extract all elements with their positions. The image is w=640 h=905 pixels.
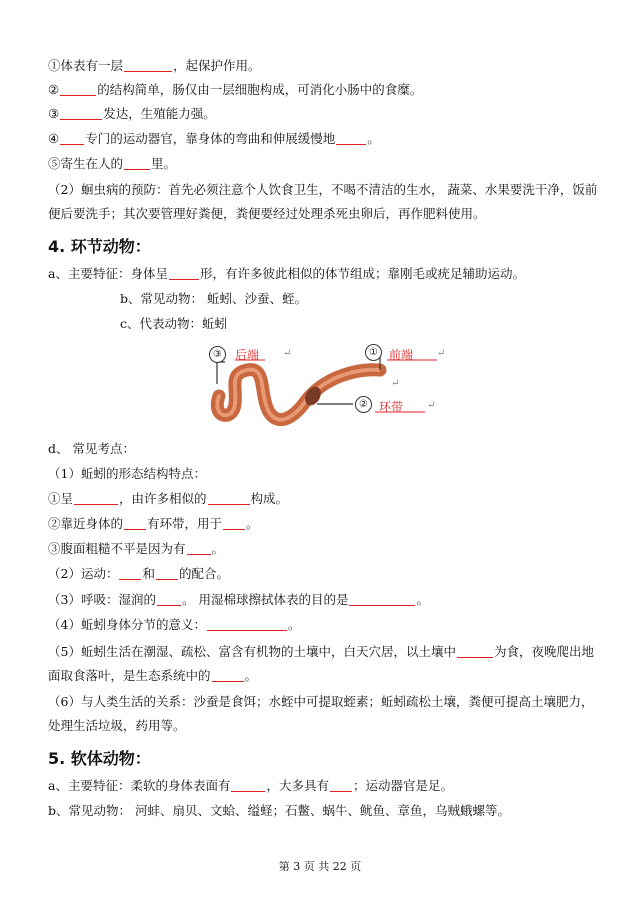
text: a、主要特征：柔软的身体表面有 bbox=[48, 778, 231, 793]
item-3 bbox=[48, 106, 600, 122]
blank bbox=[336, 132, 366, 145]
blank bbox=[349, 593, 415, 606]
blank bbox=[169, 267, 199, 280]
return-mark: ↵ bbox=[437, 348, 446, 359]
text: ③ bbox=[48, 106, 60, 121]
blank bbox=[330, 779, 352, 792]
text: 的配合。 bbox=[178, 566, 229, 581]
blank bbox=[187, 542, 211, 555]
annelid-representative: c、代表动物：蚯蚓 bbox=[120, 316, 228, 331]
text: 为食，夜晚爬出地面取食落叶，是生态系统中的 bbox=[48, 644, 594, 683]
blank bbox=[124, 59, 172, 72]
text: 发达，生殖能力强。 bbox=[103, 106, 216, 121]
text: 。 用湿棉球擦拭体表的目的是 bbox=[181, 592, 349, 607]
q6: （6）与人类生活的关系：沙蚕是食饵；水蛭中可提取蛭素；蚯蚓疏松土壤，粪便可提高土壤肥力，处理生活垃圾，药用等。 bbox=[48, 694, 594, 733]
return-mark: ↵ bbox=[427, 400, 436, 411]
blank bbox=[212, 669, 244, 682]
blank bbox=[223, 517, 245, 530]
item-5 bbox=[48, 156, 600, 172]
text: 和 bbox=[142, 566, 155, 581]
text: （3）呼吸：湿润的 bbox=[48, 592, 156, 607]
text: ；运动器官是足。 bbox=[352, 778, 453, 793]
q2 bbox=[48, 566, 600, 582]
q5 bbox=[48, 640, 600, 688]
text: 有环带，用于 bbox=[147, 516, 223, 531]
label-number-1: ① bbox=[365, 344, 382, 361]
blank bbox=[457, 645, 493, 658]
text: ，由许多相似的 bbox=[119, 491, 207, 506]
label-number-2: ② bbox=[355, 396, 372, 413]
text: ③腹面粗糙不平是因为有 bbox=[48, 541, 186, 556]
text: 。 bbox=[246, 516, 259, 531]
section-5-title: 5. 软体动物： bbox=[48, 749, 151, 768]
text: 形，有许多彼此相似的体节组成；靠刚毛或疣足辅助运动。 bbox=[199, 266, 525, 281]
q1-title: （1）蚯蚓的形态结构特点： bbox=[48, 466, 206, 481]
blank bbox=[208, 492, 250, 505]
text: ，大多具有 bbox=[266, 778, 329, 793]
text: 的结构简单，肠仅由一层细胞构成，可消化小肠中的食糜。 bbox=[97, 82, 423, 97]
label-number-3: ③ bbox=[209, 346, 226, 363]
return-mark: ↵ bbox=[283, 348, 292, 359]
text: ④ bbox=[48, 131, 60, 146]
blank bbox=[207, 618, 287, 631]
item-4 bbox=[48, 131, 600, 147]
blank bbox=[60, 107, 102, 120]
text: a、主要特征：身体呈 bbox=[48, 266, 168, 281]
text: ②靠近身体的 bbox=[48, 516, 124, 531]
blank bbox=[74, 492, 118, 505]
text: 专门的运动器官，靠身体的弯曲和伸展缓慢地 bbox=[85, 131, 336, 146]
label-posterior: 后端 bbox=[235, 348, 260, 362]
label-clitellum: 环带 bbox=[379, 400, 404, 414]
mollusc-feature bbox=[48, 778, 600, 794]
mollusc-examples: b、常见动物： 河蚌、扇贝、文蛤、缢蛏；石鳖、蜗牛、鱿鱼、章鱼，乌贼蛾螺等。 bbox=[48, 803, 510, 818]
text: （2）运动： bbox=[48, 566, 119, 581]
common-points-title: d、 常见考点： bbox=[48, 441, 135, 456]
text: ①呈 bbox=[48, 491, 74, 506]
earthworm-figure bbox=[205, 340, 445, 428]
blank bbox=[60, 83, 96, 96]
text: （4）蚯蚓身体分节的意义： bbox=[48, 617, 206, 632]
q1-item-2 bbox=[48, 516, 600, 532]
text: 。 bbox=[416, 592, 429, 607]
blank bbox=[119, 567, 141, 580]
item-1 bbox=[48, 58, 600, 74]
blank bbox=[231, 779, 265, 792]
text: ② bbox=[48, 82, 60, 97]
item-2 bbox=[48, 82, 600, 98]
section-4-title: 4. 环节动物： bbox=[48, 237, 151, 256]
annelid-examples: b、常见动物： 蚯蚓、沙蚕、蛭。 bbox=[120, 291, 307, 306]
blank bbox=[124, 157, 150, 170]
text: （5）蚯蚓生活在潮湿、疏松、富含有机物的土壤中，白天穴居，以土壤中 bbox=[48, 644, 456, 659]
prevention-paragraph: （2）蛔虫病的预防：首先必须注意个人饮食卫生，不喝不清洁的生水， 蔬菜、水果要洗干净，饭前便后要洗手；其次要管理好粪便，粪便要经过处理杀死虫卵后，再作肥料使用。 bbox=[48, 182, 598, 221]
q1-item-3 bbox=[48, 541, 600, 557]
text: ，起保护作用。 bbox=[173, 58, 261, 73]
q1-item-1 bbox=[48, 491, 600, 507]
blank bbox=[157, 593, 181, 606]
blank bbox=[156, 567, 178, 580]
q4 bbox=[48, 617, 600, 633]
text: ⑤寄生在人的 bbox=[48, 156, 124, 171]
return-mark: ↵ bbox=[391, 378, 400, 389]
text: ①体表有一层 bbox=[48, 58, 124, 73]
q3 bbox=[48, 592, 600, 608]
text: 。 bbox=[211, 541, 225, 556]
annelid-feature bbox=[48, 266, 600, 282]
text: 。 bbox=[244, 668, 258, 683]
text: 构成。 bbox=[250, 491, 289, 506]
text: 。 bbox=[287, 617, 301, 632]
page-footer: 第 3 页 共 22 页 bbox=[278, 860, 362, 873]
blank bbox=[124, 517, 146, 530]
label-anterior: 前端 bbox=[389, 348, 414, 362]
text: 。 bbox=[367, 131, 380, 146]
blank bbox=[60, 132, 84, 145]
text: 里。 bbox=[151, 156, 177, 171]
